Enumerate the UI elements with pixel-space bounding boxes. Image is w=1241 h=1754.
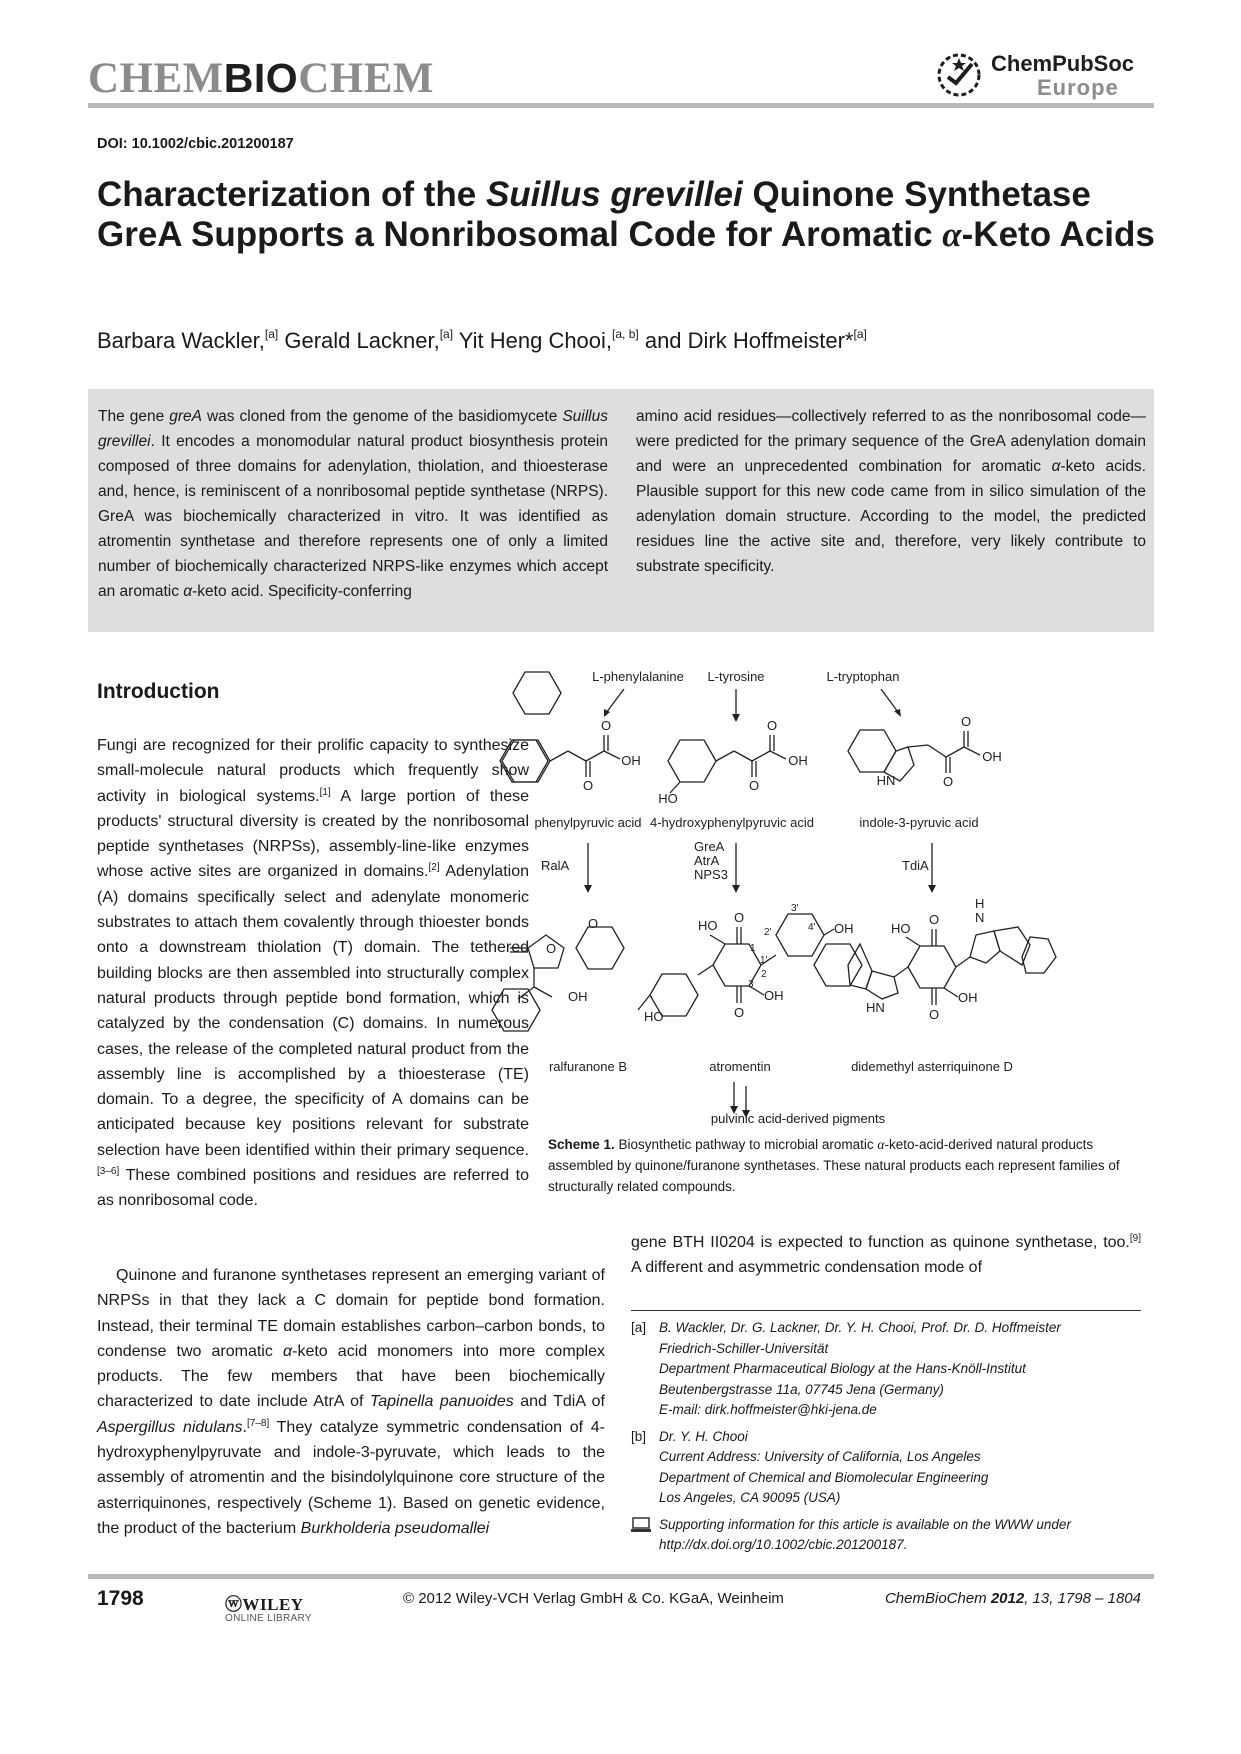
intro-paragraph-2	[97, 1263, 605, 1541]
text-run: amino acid residues—collectively referred to as the nonribosomal code—were predicted for the primary sequence of the GreA adenylation domain and were an unprecedented combination for aromatic	[636, 408, 1146, 475]
precursor-label: L-tyrosine	[707, 669, 765, 684]
atromentin-structure	[638, 914, 834, 1016]
ring-number: 2	[761, 969, 767, 980]
supporting-info-note[interactable]	[631, 1515, 1151, 1556]
footnotes	[631, 1318, 1151, 1556]
text-run: Burkholderia pseudomallei	[300, 1519, 490, 1537]
svg-text:OH: OH	[788, 753, 808, 768]
compound-label: 4-hydroxyphenylpyruvic acid	[649, 815, 815, 830]
author-list	[97, 320, 867, 355]
text-run: These combined positions and residues are referred to as nonribosomal code.	[97, 1167, 529, 1210]
compound-label: phenylpyruvic acid	[534, 815, 642, 830]
wiley-icon: ⓦ	[225, 1595, 243, 1614]
ring-number: 3'	[791, 903, 799, 914]
footer-rule	[88, 1574, 1154, 1579]
scheme-diagram	[534, 665, 1158, 1125]
svg-text:HO: HO	[698, 918, 718, 933]
ring-number: 1'	[760, 955, 768, 966]
text-run: Suillus grevillei	[98, 408, 608, 450]
citation-ref[interactable]: [1]	[319, 786, 331, 798]
svg-text:OH: OH	[764, 988, 784, 1003]
asterriquinone-structure	[814, 927, 1056, 1005]
wiley-wordmark: ⓦWILEY	[225, 1595, 304, 1614]
svg-text:HO: HO	[644, 1009, 664, 1024]
svg-text:H: H	[975, 896, 985, 911]
enzyme-label: NPS3	[694, 867, 728, 882]
ring-number: 3	[748, 979, 754, 990]
svg-text:OH: OH	[568, 989, 588, 1004]
citation: ChemBioChem 2012, 13, 1798 – 1804	[884, 1590, 1141, 1607]
doi[interactable]: DOI: 10.1002/cbic.201200187	[97, 136, 294, 152]
header-rule	[88, 103, 1154, 108]
text-run: They catalyze symmetric condensation of 4-hydroxyphenylpyruvate and indole-3-pyruvate, which leads to the assembly of atromentin and the bisindolylquinone core structure of the asterriquinones, respectively (Scheme 1). Based on genetic evidence, the product of the bacterium	[97, 1418, 605, 1537]
svg-text:O: O	[766, 718, 778, 733]
svg-text:HO: HO	[891, 921, 911, 936]
affiliation-marker: [a, b]	[612, 327, 639, 341]
svg-text:O: O	[582, 778, 594, 793]
scheme-caption: Scheme 1. Biosynthetic pathway to microbial aromatic α-keto-acid-derived natural products assembled by quinone/furanone synthetases. These natural products each represent families of structurally related compounds.	[548, 1137, 1120, 1194]
footnote-line: Department Pharmaceutical Biology at the Hans-Knöll-Institut	[659, 1361, 1026, 1376]
text-run: A large portion of these products' structural diversity is created by the nonribosomal peptide synthetases (NRPSs), assembly-line-like enzymes whose active sites are organized in domains.	[97, 787, 529, 881]
text-run: gene BTH II0204 is expected to function as quinone synthetase, too.	[631, 1234, 1130, 1251]
wiley-library-text: ONLINE LIBRARY	[225, 1613, 312, 1624]
intro-paragraph-continued	[631, 1230, 1141, 1281]
text-run: greA	[169, 408, 202, 425]
intro-paragraph-1	[97, 733, 529, 1214]
svg-text:HN: HN	[866, 1000, 885, 1015]
journal-title: CHEMBIOCHEM	[88, 55, 434, 102]
author-name: and Dirk Hoffmeister*	[638, 328, 854, 353]
journal-header	[88, 46, 1154, 108]
citation-ref[interactable]: [2]	[428, 862, 440, 874]
text-run: and TdiA of	[513, 1393, 605, 1411]
abstract-left	[98, 404, 608, 604]
computer-icon	[631, 1517, 651, 1533]
enzyme-label: RalA	[541, 858, 570, 873]
text-run: Quinone and furanone synthetases represent an emerging variant of NRPSs in that they lack a C domain for peptide bond formation. Instead, their terminal TE domain establishes carbon–carbon bonds, to condense two aromatic	[97, 1267, 605, 1360]
enzyme-label: AtrA	[694, 853, 720, 868]
footnote-line: http://dx.doi.org/10.1002/cbic.201200187.	[659, 1537, 908, 1552]
page-number: 1798	[97, 1587, 144, 1610]
copyright: © 2012 Wiley-VCH Verlag GmbH & Co. KGaA, Weinheim	[403, 1590, 784, 1607]
text-run: α	[183, 583, 193, 600]
precursor-label: L-phenylalanine	[592, 669, 684, 684]
enzyme-label: GreA	[694, 839, 725, 854]
footnote-line: E-mail: dirk.hoffmeister@hki-jena.de	[659, 1402, 877, 1417]
text-run: α	[1051, 458, 1061, 475]
wiley-logo[interactable]	[225, 1590, 335, 1624]
text-run: Tapinella panuoides	[369, 1393, 514, 1411]
ring-number: 1	[750, 943, 756, 954]
enzyme-label: TdiA	[902, 858, 929, 873]
text-run: A different and asymmetric condensation mode of	[631, 1259, 983, 1277]
abstract-box	[88, 389, 1154, 632]
svg-text:OH: OH	[958, 990, 978, 1005]
svg-text:O: O	[942, 774, 954, 789]
footnote-line: Supporting information for this article is available on the WWW under	[659, 1516, 1071, 1532]
svg-text:HO: HO	[658, 791, 678, 806]
svg-text:OH: OH	[834, 921, 854, 936]
footnote-line: Friedrich-Schiller-Universität	[659, 1340, 829, 1356]
author-name: Barbara Wackler,	[97, 328, 265, 353]
compound-label: atromentin	[709, 1059, 771, 1074]
author-name: Yit Heng Chooi,	[453, 328, 613, 353]
svg-text:O: O	[929, 912, 940, 927]
compound-label: didemethyl asterriquinone D	[851, 1059, 1013, 1074]
indole-ring	[848, 730, 896, 772]
citation-ref[interactable]: [9]	[1129, 1233, 1141, 1244]
citation-ref[interactable]: [7–8]	[247, 1417, 270, 1429]
final-products-label: pulvinic acid-derived pigments	[710, 1111, 886, 1126]
reaction-arrow	[606, 689, 624, 713]
text-run: Aspergillus nidulans	[97, 1418, 243, 1436]
text-run: The gene	[98, 408, 170, 425]
svg-text:O: O	[546, 941, 557, 956]
svg-text:O: O	[600, 718, 612, 733]
section-heading: Introduction	[97, 680, 220, 703]
ring-number: 4'	[808, 922, 816, 933]
footnote-line: Los Angeles, CA 90095 (USA)	[659, 1490, 841, 1505]
benzene-ring	[668, 740, 716, 782]
article-title: Characterization of the Suillus grevillei Quinone Synthetase GreA Supports a Nonribosomal Code for Aromatic α-Keto Acids	[97, 175, 1155, 254]
affiliation-marker: [a]	[853, 327, 867, 341]
compound-label: indole-3-pyruvic acid	[859, 815, 979, 830]
svg-text:O: O	[734, 1005, 745, 1020]
affiliation-marker: [a]	[264, 327, 279, 341]
svg-text:N: N	[975, 910, 985, 925]
footnote-rule	[631, 1310, 1141, 1311]
publisher-name: ChemPubSoc	[991, 51, 1135, 76]
footnote-line: B. Wackler, Dr. G. Lackner, Dr. Y. H. Chooi, Prof. Dr. D. Hoffmeister	[659, 1320, 1061, 1335]
affiliation-b: [b] Dr. Y. H. Chooi Current Address: University of California, Los Angeles Department of Chemical and Biomolecular Engineering Los Angeles, CA 90095 (USA)	[631, 1427, 1151, 1509]
text-run: -keto acid monomers into more complex products. The few members that have been biochemically characterized to date include AtrA of	[97, 1342, 605, 1411]
precursor-label: L-tryptophan	[826, 669, 900, 684]
text-run: was cloned from the genome of the basidiomycete	[201, 408, 563, 425]
text-run: .	[242, 1418, 247, 1436]
text-run: -keto acid. Specificity-conferring	[192, 583, 412, 600]
text-run: . It encodes a monomodular natural product biosynthesis protein composed of three domains for adenylation, thiolation, and thioesterase and, hence, is reminiscent of a nonribosomal peptide synthetase (NRPS). GreA was biochemically characterized in vitro. It was identified as atromentin synthetase and therefore represents one of only a limited number of biochemically characterized NRPS-like enzymes which accept an aromatic	[98, 433, 608, 600]
publisher-region: Europe	[1037, 75, 1119, 100]
svg-text:O: O	[960, 714, 972, 729]
svg-text:O: O	[588, 916, 599, 931]
chempubsoc-logo[interactable]	[934, 50, 1154, 100]
text-run: Fungi are recognized for their prolific capacity to synthesize small-molecule natural products which frequently show activity in biological systems.	[97, 737, 529, 805]
abstract-right	[636, 404, 1146, 579]
text-run: α	[282, 1342, 293, 1360]
footnote-line: Current Address: University of California, Los Angeles	[659, 1449, 981, 1464]
footnote-line: Department of Chemical and Biomolecular Engineering	[659, 1469, 989, 1485]
scheme-1-figure	[534, 665, 1158, 1126]
svg-text:O: O	[929, 1007, 940, 1022]
reaction-arrow	[881, 689, 898, 712]
compound-label: ralfuranone B	[548, 1059, 628, 1074]
ring-number: 2'	[764, 927, 772, 938]
affiliation-a: [a] B. Wackler, Dr. G. Lackner, Dr. Y. H. Chooi, Prof. Dr. D. Hoffmeister Friedrich-Schiller-Universität Department Pharmaceutical Biology at the Hans-Knöll-Institut Beutenbergstrasse 11a, 07745 Jena (Germany) E-mail: dirk.hoffmeister@hki-jena.de	[631, 1318, 1151, 1421]
svg-text:OH: OH	[621, 753, 641, 768]
citation-ref[interactable]: [3–6]	[97, 1166, 120, 1178]
footnote-line: Beutenbergstrasse 11a, 07745 Jena (Germany)	[659, 1381, 944, 1397]
text-run: Adenylation (A) domains specifically select and adenylate monomeric substrates to attach them covalently through thioester bonds onto a downstream thiolation (T) domain. The tethered building blocks are then assembled into structurally complex natural products through peptide bond formation, which is catalyzed by the condensation (C) domains. In numerous cases, the release of the completed natural product from the assembly line is accomplished by a thioesterase (TE) domain. To a degree, the specificity of A domains can be anticipated because key positions relevant for substrate selection have been identified within their primary sequence.	[97, 863, 530, 1159]
svg-text:O: O	[734, 910, 745, 925]
star-circle-icon	[934, 50, 986, 100]
affiliation-marker: [a]	[439, 327, 454, 341]
footnote-line: Dr. Y. H. Chooi	[659, 1428, 748, 1444]
author-name: Gerald Lackner,	[278, 328, 440, 353]
svg-text:O: O	[748, 778, 760, 793]
svg-text:OH: OH	[982, 749, 1002, 764]
text-run: -keto acids. Plausible support for this new code came from in silico simulation of the adenylation domain structure. According to the model, the predicted residues line the active site and, therefore, very likely contribute to substrate specificity.	[636, 458, 1146, 575]
svg-text:HN: HN	[876, 773, 896, 788]
